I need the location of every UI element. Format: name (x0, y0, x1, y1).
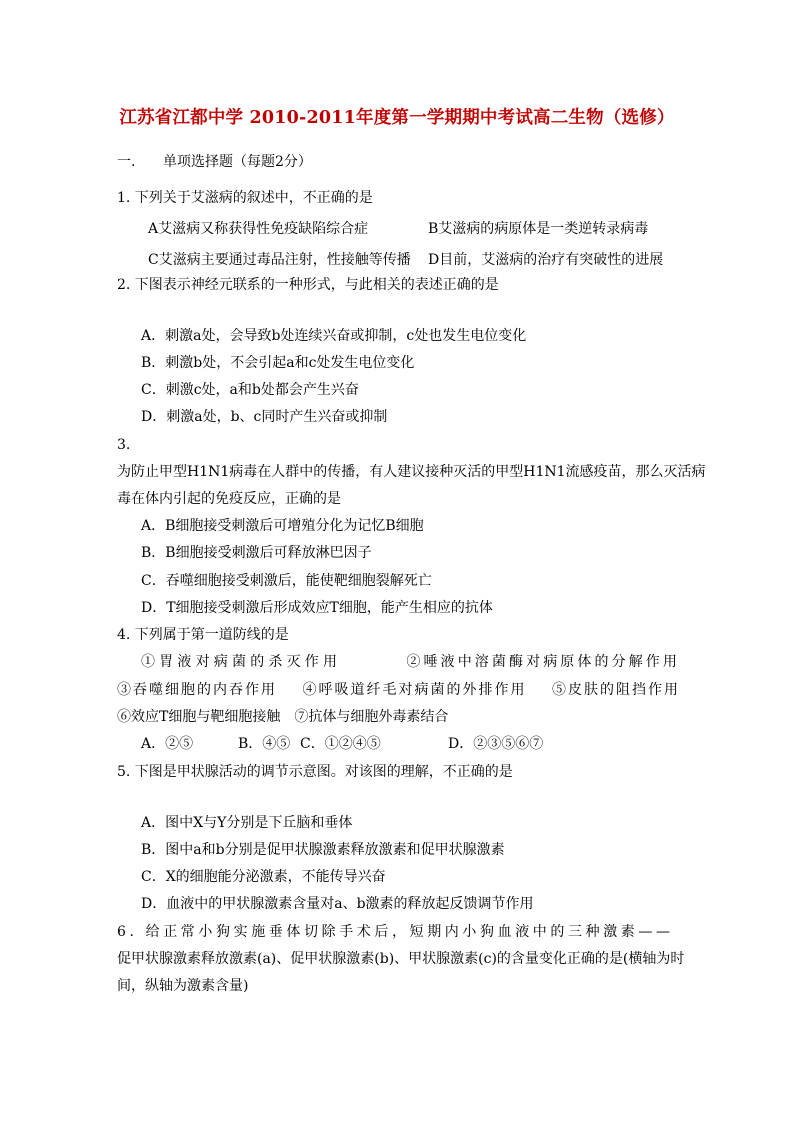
question-3-option-d: D．T细胞接受刺激后形成效应T细胞，能产生相应的抗体 (141, 600, 493, 616)
question-3-stem-line-1: 为防止甲型H1N1病毒在人群中的传播，有人建议接种灭活的甲型H1N1流感疫苗，那么灭活病 (117, 464, 706, 480)
question-4-item-1: ①胃液对病菌的杀灭作用 (141, 654, 342, 670)
question-3-option-b: B．B细胞接受刺激后可释放淋巴因子 (141, 545, 372, 561)
question-4-option-c: C．①②④⑤ (300, 736, 381, 752)
question-1-option-c: C艾滋病主要通过毒品注射，性接触等传播 (148, 252, 411, 268)
question-3-option-c: C．吞噬细胞接受刺激后，能使靶细胞裂解死亡 (141, 573, 432, 589)
question-5-option-b: B．图中a和b分别是促甲状腺激素释放激素和促甲状腺激素 (141, 842, 505, 858)
section-label: 单项选择题（每题2分） (163, 154, 312, 170)
question-1-option-b: B艾滋病的病原体是一类逆转录病毒 (428, 221, 649, 237)
question-6-stem-line-1: 6. 给正常小狗实施垂体切除手术后，短期内小狗血液中的三种激素—— (117, 924, 674, 940)
question-2-option-c: C．刺激c处，a和b处都会产生兴奋 (141, 382, 359, 398)
question-4-items-row-2 (117, 680, 680, 700)
question-5-option-d: D．血液中的甲状腺激素含量对a、b激素的释放起反馈调节作用 (141, 896, 534, 912)
question-2-option-b: B．刺激b处，不会引起a和c处发生电位变化 (141, 355, 415, 371)
question-4-items-row-3: ⑥效应T细胞与靶细胞接触 ⑦抗体与细胞外毒素结合 (117, 709, 449, 725)
question-3-option-a: A．B细胞接受刺激后可增殖分化为记忆B细胞 (141, 518, 424, 534)
question-2-stem: 2. 下图表示神经元联系的一种形式，与此相关的表述正确的是 (117, 277, 499, 293)
question-2-option-d: D．刺激a处，b、c同时产生兴奋或抑制 (141, 409, 388, 425)
question-5-option-c: C．X的细胞能分泌激素，不能传导兴奋 (141, 869, 386, 885)
question-3-number: 3. (117, 437, 131, 453)
question-2-option-a: A．刺激a处，会导致b处连续兴奋或抑制，c处也发生电位变化 (141, 328, 527, 344)
question-6-stem-line-3: 间，纵轴为激素含量) (117, 978, 249, 994)
question-6-stem-line-2: 促甲状腺激素释放激素(a)、促甲状腺激素(b)、甲状腺激素(c)的含量变化正确的是(横轴为时 (117, 951, 685, 967)
question-1-option-d: D目前，艾滋病的治疗有突破性的进展 (428, 252, 664, 268)
question-3-stem-line-2: 毒在体内引起的免疫反应，正确的是 (117, 491, 341, 507)
question-4-item-2: ②唾液中溶菌酶对病原体的分解作用 (406, 654, 680, 670)
question-5-option-a: A．图中X与Y分别是下丘脑和垂体 (141, 815, 353, 831)
section-number: 一. (117, 154, 136, 170)
question-4-stem: 4. 下列属于第一道防线的是 (117, 627, 289, 643)
question-4-option-b: B．④⑤ (238, 736, 291, 752)
question-4-items-row-1 (141, 652, 680, 672)
question-4-item-5: ⑤皮肤的阻挡作用 (552, 682, 680, 698)
question-4-option-a: A．②⑤ (141, 736, 194, 752)
question-1-stem: 1. 下列关于艾滋病的叙述中，不正确的是 (117, 190, 373, 206)
page-title: 江苏省江都中学 2010-2011年度第一学期期中考试高二生物（选修） (119, 108, 675, 128)
question-4-item-4: ④呼吸道纤毛对病菌的外排作用 (302, 682, 527, 698)
question-4-option-d: D．②③⑤⑥⑦ (448, 736, 544, 752)
question-1-option-a: A艾滋病又称获得性免疫缺陷综合症 (148, 221, 369, 237)
question-5-stem: 5. 下图是甲状腺活动的调节示意图。对该图的理解，不正确的是 (117, 764, 513, 780)
question-4-item-3: ③吞噬细胞的内吞作用 (117, 682, 277, 698)
